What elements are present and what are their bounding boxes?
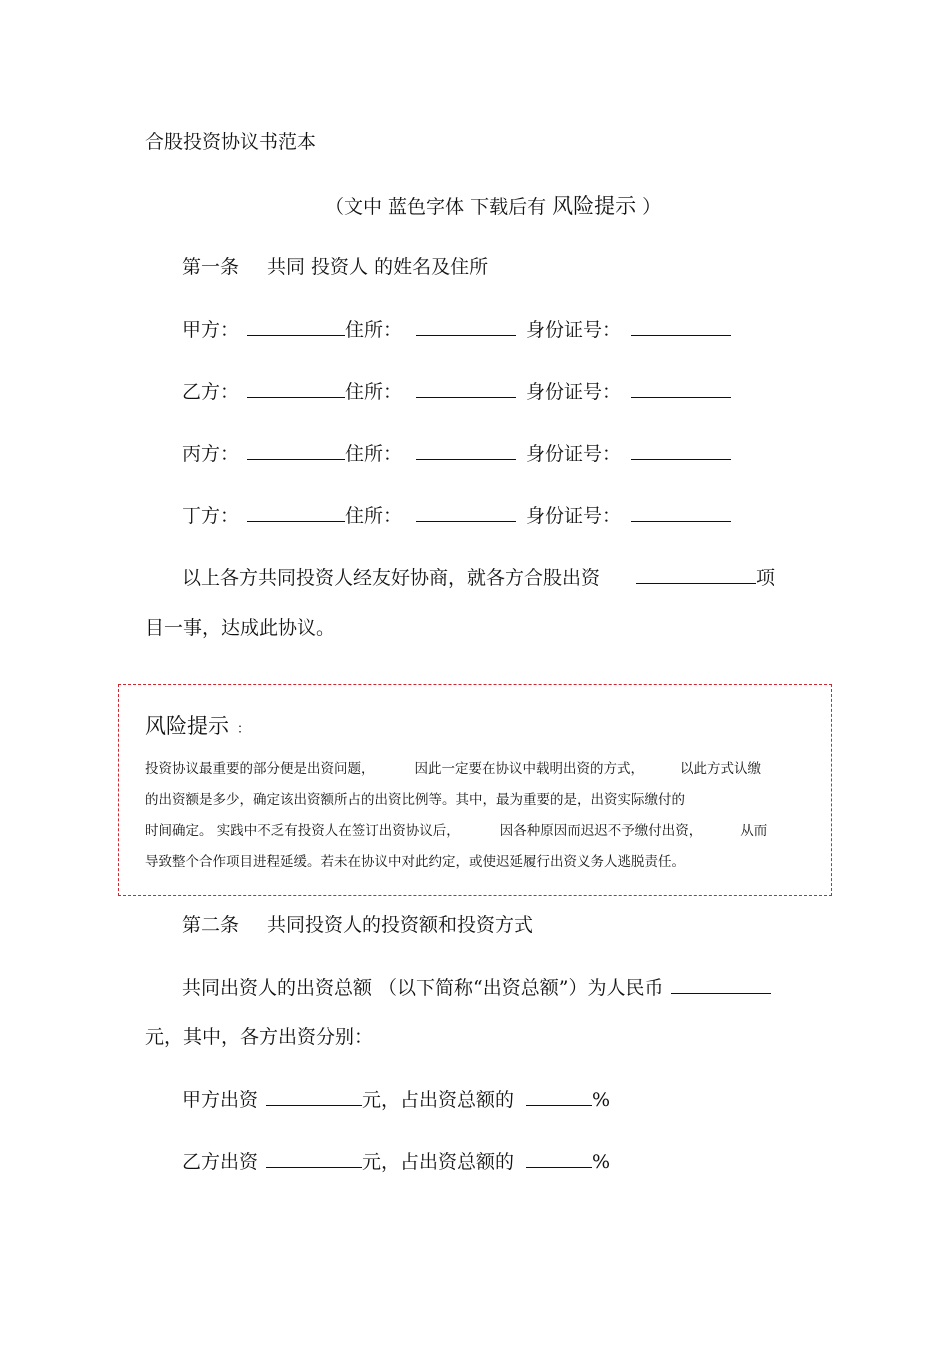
party-name-blank[interactable] [247, 503, 345, 522]
risk-text-line [145, 822, 767, 840]
contribution-amount-blank[interactable] [266, 1149, 362, 1168]
party-address-label: 住所： [345, 443, 403, 465]
party-address-blank[interactable] [416, 317, 516, 336]
percent-sign: % [592, 1151, 611, 1173]
risk-text-line [145, 791, 685, 809]
agreement-text-end: 项 [756, 567, 776, 589]
contribution-row [182, 1149, 610, 1174]
party-name: 丙方： [182, 443, 240, 465]
risk-text: 导致整个合作项目进程延缓。若未在协议中对此约定，或使迟延履行出资义务人逃脱责任。 [145, 854, 685, 870]
party-address-blank[interactable] [416, 503, 516, 522]
header-note [325, 194, 661, 219]
article-1-title: 共同 投资人 的姓名及住所 [267, 256, 489, 278]
note-suffix: ） [642, 196, 662, 218]
party-name: 丁方： [182, 505, 240, 527]
risk-text-line [145, 760, 761, 778]
party-row [182, 317, 731, 342]
party-name-blank[interactable] [247, 441, 345, 460]
party-row [182, 379, 731, 404]
party-name-blank[interactable] [247, 379, 345, 398]
party-name: 乙方： [182, 381, 240, 403]
party-name-blank[interactable] [247, 317, 345, 336]
article-2-label: 第二条 [182, 914, 240, 936]
party-id-blank[interactable] [631, 317, 731, 336]
party-id-blank[interactable] [631, 503, 731, 522]
party-name: 甲方： [182, 319, 240, 341]
total-amount-blank[interactable] [671, 975, 771, 994]
party-id-blank[interactable] [631, 379, 731, 398]
contribution-percent-blank[interactable] [526, 1149, 592, 1168]
party-address-blank[interactable] [416, 441, 516, 460]
total-text: 共同出资人的出资总额 （以下简称“出资总额”）为人民币 [182, 977, 664, 999]
party-row [182, 441, 731, 466]
agreement-line-2: 目一事，达成此协议。 [145, 617, 336, 639]
note-highlight: 风险提示 [552, 194, 637, 218]
risk-text: 投资协议最重要的部分便是出资问题， [145, 761, 375, 777]
article-1-heading [182, 255, 488, 279]
party-id-label: 身份证号： [526, 381, 622, 403]
project-name-blank[interactable] [636, 565, 756, 584]
contribution-row [182, 1087, 610, 1112]
risk-text: 的出资额是多少，确定该出资额所占的出资比例等。其中，最为重要的是，出资实际缴付的 [145, 792, 685, 808]
document-title: 合股投资协议书范本 [145, 131, 317, 153]
contribution-percent-blank[interactable] [526, 1087, 592, 1106]
contribution-unit: 元，占出资总额的 [362, 1151, 515, 1173]
article-2-heading [182, 913, 533, 937]
risk-text: 以此方式认缴 [680, 761, 761, 777]
contribution-party: 乙方出资 [182, 1151, 259, 1173]
contribution-party: 甲方出资 [182, 1089, 259, 1111]
risk-text: 时间确定。 实践中不乏有投资人在签订出资协议后， [145, 823, 460, 839]
party-row [182, 503, 731, 528]
risk-text: 因此一定要在协议中载明出资的方式， [414, 761, 644, 777]
agreement-text: 以上各方共同投资人经友好协商，就各方合股出资 [182, 567, 601, 589]
risk-title-text: 风险提示 [145, 714, 229, 738]
contribution-amount-blank[interactable] [266, 1087, 362, 1106]
risk-text: 因各种原因而迟迟不予缴付出资， [499, 823, 703, 839]
party-address-blank[interactable] [416, 379, 516, 398]
risk-title [145, 713, 250, 743]
party-address-label: 住所： [345, 319, 403, 341]
party-id-label: 身份证号： [526, 443, 622, 465]
total-line-1 [182, 975, 771, 1000]
party-address-label: 住所： [345, 505, 403, 527]
agreement-line-1 [182, 565, 775, 590]
party-address-label: 住所： [345, 381, 403, 403]
risk-text-line [145, 853, 685, 871]
contribution-unit: 元，占出资总额的 [362, 1089, 515, 1111]
article-1-label: 第一条 [182, 256, 240, 278]
party-id-label: 身份证号： [526, 505, 622, 527]
party-id-blank[interactable] [631, 441, 731, 460]
percent-sign: % [592, 1089, 611, 1111]
article-2-title: 共同投资人的投资额和投资方式 [267, 914, 534, 936]
risk-title-colon: ： [237, 722, 251, 737]
risk-text: 从而 [740, 823, 768, 839]
party-id-label: 身份证号： [526, 319, 622, 341]
risk-warning-box [118, 684, 832, 896]
total-line-2: 元，其中，各方出资分别： [145, 1026, 374, 1048]
note-prefix: （文中 蓝色字体 下载后有 [325, 196, 547, 218]
